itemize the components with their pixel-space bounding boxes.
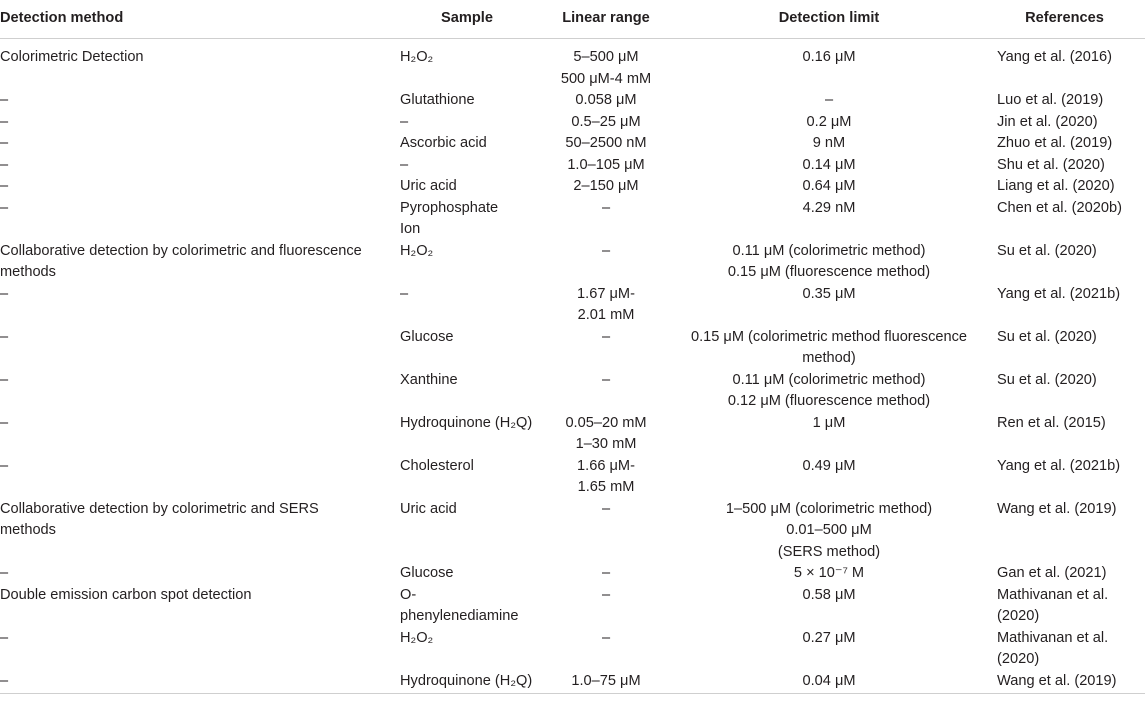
cell-detection-method-line: – [0, 156, 9, 173]
cell-linear-range-line: 1.0–75 μM [571, 672, 641, 689]
cell-linear-range-line: – [601, 199, 611, 216]
cell-linear-range [538, 563, 674, 585]
cell-linear-range-line: 1.65 mM [577, 479, 635, 495]
cell-sample [384, 370, 538, 413]
cell-sample [384, 133, 538, 155]
cell-linear-range-line: – [601, 242, 611, 259]
cell-detection-method-line: – [0, 672, 9, 689]
cell-reference-line: Wang et al. (2019) [997, 500, 1117, 517]
cell-sample [384, 563, 538, 585]
cell-sample [384, 585, 538, 628]
table-row [0, 284, 1145, 327]
cell-sample [384, 499, 538, 564]
cell-detection-limit [674, 241, 984, 284]
table-row [0, 176, 1145, 198]
cell-linear-range [538, 585, 674, 628]
cell-detection-limit-line: method) [802, 350, 856, 366]
cell-detection-method [0, 241, 384, 284]
cell-detection-method-line: Collaborative detection by colorimetric and SERS [0, 500, 319, 517]
cell-sample-line: Glutathione [400, 92, 475, 108]
cell-linear-range-line: 500 μM-4 mM [560, 70, 652, 87]
cell-detection-method [0, 327, 384, 370]
cell-detection-method [0, 39, 384, 91]
cell-detection-method [0, 628, 384, 671]
cell-detection-method-line: – [0, 414, 9, 431]
cell-detection-method-line: – [0, 629, 9, 646]
cell-detection-limit-line: 5 × 10⁻⁷ M [793, 565, 865, 581]
cell-detection-limit [674, 671, 984, 694]
cell-linear-range [538, 133, 674, 155]
cell-linear-range [538, 499, 674, 564]
cell-detection-method-line: – [0, 113, 9, 130]
cell-linear-range [538, 112, 674, 134]
cell-detection-limit [674, 176, 984, 198]
cell-detection-limit-line: 0.12 μM (fluorescence method) [727, 393, 931, 409]
header-sample: Sample [384, 0, 538, 39]
table-row [0, 90, 1145, 112]
cell-detection-limit-line: 0.01–500 μM [786, 522, 872, 538]
table-row [0, 456, 1145, 499]
cell-reference [984, 176, 1145, 198]
cell-sample [384, 284, 538, 327]
cell-linear-range-line: 1.67 μM- [577, 285, 635, 302]
cell-detection-limit-line: 0.64 μM [802, 178, 856, 194]
cell-detection-limit-line: 0.27 μM [802, 629, 856, 646]
cell-detection-method-line: Colorimetric Detection [0, 49, 144, 65]
table-row [0, 563, 1145, 585]
cell-reference-line: Chen et al. (2020b) [997, 199, 1122, 216]
cell-sample-line: – [400, 285, 409, 302]
cell-sample [384, 112, 538, 134]
cell-detection-method-line: Collaborative detection by colorimetric and fluorescence [0, 242, 362, 259]
table-row [0, 370, 1145, 413]
cell-reference [984, 39, 1145, 91]
table-row [0, 241, 1145, 284]
cell-sample-line: Uric acid [400, 178, 457, 194]
cell-reference-line: Mathivanan et al. [997, 586, 1109, 603]
cell-reference-line: Mathivanan et al. [997, 629, 1109, 646]
table-row [0, 198, 1145, 241]
cell-detection-method [0, 585, 384, 628]
cell-sample-line: Xanthine [400, 371, 458, 388]
cell-linear-range [538, 370, 674, 413]
cell-reference-line: Su et al. (2020) [997, 328, 1097, 345]
cell-reference [984, 413, 1145, 456]
cell-reference-line: Liang et al. (2020) [997, 178, 1115, 194]
cell-detection-limit [674, 628, 984, 671]
table-row [0, 499, 1145, 564]
cell-detection-limit-line: 0.11 μM (colorimetric method) [732, 242, 926, 259]
cell-sample [384, 628, 538, 671]
cell-linear-range-line: – [601, 371, 611, 388]
cell-detection-method-line: methods [0, 522, 56, 538]
cell-detection-method-line: – [0, 328, 9, 345]
cell-detection-method [0, 671, 384, 694]
table-row [0, 413, 1145, 456]
cell-sample-line: Pyrophosphate [400, 199, 499, 216]
cell-detection-limit-line: 0.35 μM [802, 285, 856, 302]
cell-detection-method-line: – [0, 565, 9, 581]
cell-linear-range [538, 284, 674, 327]
header-detection-limit: Detection limit [674, 0, 984, 39]
cell-reference [984, 112, 1145, 134]
cell-detection-limit-line: 0.49 μM [802, 457, 856, 474]
table-row [0, 112, 1145, 134]
cell-reference [984, 155, 1145, 177]
cell-reference-line: (2020) [997, 651, 1040, 667]
cell-detection-limit-line: 0.14 μM [802, 156, 856, 173]
cell-reference [984, 327, 1145, 370]
cell-detection-method-line: – [0, 178, 9, 194]
cell-sample [384, 671, 538, 694]
cell-detection-limit [674, 499, 984, 564]
cell-sample-line: H₂O₂ [400, 629, 434, 646]
cell-detection-method-line: methods [0, 264, 56, 280]
cell-detection-limit-line: 0.11 μM (colorimetric method) [732, 371, 926, 388]
cell-detection-method [0, 499, 384, 564]
cell-detection-limit-line: 0.16 μM [802, 49, 856, 65]
cell-reference [984, 628, 1145, 671]
header-detection-method: Detection method [0, 0, 384, 39]
cell-sample-line: H₂O₂ [400, 49, 434, 65]
cell-reference [984, 456, 1145, 499]
cell-detection-limit [674, 370, 984, 413]
cell-sample-line: – [400, 156, 409, 173]
cell-reference-line: Wang et al. (2019) [997, 672, 1117, 689]
table-row [0, 671, 1145, 694]
cell-sample-line: – [400, 113, 409, 130]
cell-reference [984, 133, 1145, 155]
cell-sample-line: Cholesterol [400, 457, 474, 474]
cell-sample [384, 327, 538, 370]
cell-detection-limit-line: 0.04 μM [802, 672, 856, 689]
cell-reference-line: Gan et al. (2021) [997, 565, 1107, 581]
cell-linear-range-line: 50–2500 nM [565, 135, 647, 151]
cell-linear-range [538, 671, 674, 694]
cell-linear-range [538, 456, 674, 499]
cell-detection-limit-line: 1 μM [812, 414, 846, 431]
cell-detection-limit [674, 112, 984, 134]
cell-sample-line: Glucose [400, 328, 454, 345]
cell-linear-range [538, 39, 674, 91]
cell-detection-method [0, 563, 384, 585]
cell-sample [384, 155, 538, 177]
cell-detection-method [0, 370, 384, 413]
cell-sample [384, 39, 538, 91]
cell-linear-range [538, 155, 674, 177]
cell-linear-range [538, 198, 674, 241]
cell-linear-range-line: 2.01 mM [577, 307, 635, 323]
cell-reference-line: (2020) [997, 608, 1040, 624]
cell-detection-limit [674, 327, 984, 370]
cell-sample [384, 241, 538, 284]
cell-reference-line: Ren et al. (2015) [997, 414, 1106, 431]
cell-detection-method [0, 413, 384, 456]
cell-sample-line: Hydroquinone (H₂Q) [400, 414, 533, 431]
cell-detection-method-line: – [0, 457, 9, 474]
cell-detection-method [0, 284, 384, 327]
cell-detection-limit-line: (SERS method) [777, 543, 881, 560]
cell-linear-range-line: 1.0–105 μM [567, 156, 645, 173]
cell-reference [984, 585, 1145, 628]
cell-reference-line: Yang et al. (2021b) [997, 457, 1121, 474]
cell-linear-range [538, 628, 674, 671]
cell-linear-range-line: – [601, 629, 611, 646]
cell-linear-range-line: 2–150 μM [573, 178, 639, 194]
table-row [0, 155, 1145, 177]
header-references: References [984, 0, 1145, 39]
table-row [0, 327, 1145, 370]
cell-detection-limit-line: – [824, 92, 834, 108]
cell-reference [984, 284, 1145, 327]
cell-reference [984, 198, 1145, 241]
cell-linear-range-line: – [601, 586, 611, 603]
cell-detection-method [0, 198, 384, 241]
cell-reference [984, 90, 1145, 112]
cell-detection-limit-line: 0.2 μM [806, 113, 852, 130]
cell-detection-method [0, 90, 384, 112]
cell-detection-limit-line: 9 nM [812, 135, 846, 151]
cell-reference [984, 370, 1145, 413]
cell-reference-line: Shu et al. (2020) [997, 156, 1105, 173]
cell-sample [384, 456, 538, 499]
cell-linear-range [538, 327, 674, 370]
cell-detection-method [0, 176, 384, 198]
cell-detection-method [0, 456, 384, 499]
cell-linear-range [538, 90, 674, 112]
cell-sample-line: Hydroquinone (H₂Q) [400, 672, 533, 689]
cell-detection-limit [674, 198, 984, 241]
cell-sample-line: H₂O₂ [400, 242, 434, 259]
cell-detection-limit-line: 0.58 μM [802, 586, 856, 603]
cell-linear-range-line: 1.66 μM- [577, 457, 635, 474]
cell-reference-line: Yang et al. (2016) [997, 49, 1112, 65]
cell-sample [384, 90, 538, 112]
table-row [0, 133, 1145, 155]
cell-detection-limit-line: 0.15 μM (fluorescence method) [727, 264, 931, 280]
cell-linear-range-line: – [601, 328, 611, 345]
cell-reference-line: Yang et al. (2021b) [997, 285, 1121, 302]
cell-linear-range [538, 176, 674, 198]
cell-reference [984, 671, 1145, 694]
cell-sample-line: Ascorbic acid [400, 135, 487, 151]
cell-linear-range-line: – [601, 500, 611, 517]
table-row [0, 39, 1145, 91]
cell-linear-range-line: 5–500 μM [573, 49, 639, 65]
cell-detection-limit [674, 90, 984, 112]
cell-linear-range [538, 241, 674, 284]
cell-detection-limit [674, 585, 984, 628]
cell-reference [984, 499, 1145, 564]
cell-detection-limit [674, 563, 984, 585]
cell-reference-line: Su et al. (2020) [997, 242, 1097, 259]
cell-detection-limit [674, 456, 984, 499]
cell-detection-limit [674, 284, 984, 327]
cell-detection-limit-line: 0.15 μM (colorimetric method fluorescence [690, 328, 968, 345]
cell-detection-limit [674, 413, 984, 456]
table-row [0, 585, 1145, 628]
cell-reference [984, 563, 1145, 585]
cell-detection-method-line: – [0, 199, 9, 216]
cell-detection-method-line: – [0, 371, 9, 388]
cell-detection-limit [674, 39, 984, 91]
cell-sample-line: Ion [400, 221, 421, 237]
cell-sample-line: O-phenylenediamine [400, 586, 519, 624]
cell-detection-limit [674, 155, 984, 177]
cell-detection-method-line: – [0, 92, 9, 108]
cell-detection-limit-line: 1–500 μM (colorimetric method) [725, 500, 933, 517]
cell-sample [384, 198, 538, 241]
cell-sample-line: Uric acid [400, 500, 457, 517]
cell-sample-line: Glucose [400, 565, 454, 581]
cell-linear-range-line: 0.05–20 mM [565, 414, 647, 431]
cell-detection-method [0, 112, 384, 134]
cell-linear-range-line: 0.5–25 μM [571, 113, 641, 130]
cell-reference-line: Jin et al. (2020) [997, 113, 1098, 130]
table-row [0, 628, 1145, 671]
cell-linear-range [538, 413, 674, 456]
header-linear-range: Linear range [538, 0, 674, 39]
cell-reference-line: Zhuo et al. (2019) [997, 135, 1113, 151]
cell-detection-method [0, 133, 384, 155]
table-body [0, 39, 1145, 694]
cell-sample [384, 176, 538, 198]
cell-detection-limit-line: 4.29 nM [802, 199, 856, 216]
cell-detection-method-line: – [0, 135, 9, 151]
cell-reference [984, 241, 1145, 284]
cell-detection-method-line: – [0, 285, 9, 302]
cell-linear-range-line: – [601, 565, 611, 581]
cell-reference-line: Luo et al. (2019) [997, 92, 1104, 108]
cell-detection-method-line: Double emission carbon spot detection [0, 586, 252, 603]
cell-detection-limit [674, 133, 984, 155]
cell-linear-range-line: 0.058 μM [575, 92, 637, 108]
cell-reference-line: Su et al. (2020) [997, 371, 1097, 388]
cell-detection-method [0, 155, 384, 177]
cell-sample [384, 413, 538, 456]
cell-linear-range-line: 1–30 mM [575, 436, 637, 452]
table-header-row [0, 0, 1145, 39]
